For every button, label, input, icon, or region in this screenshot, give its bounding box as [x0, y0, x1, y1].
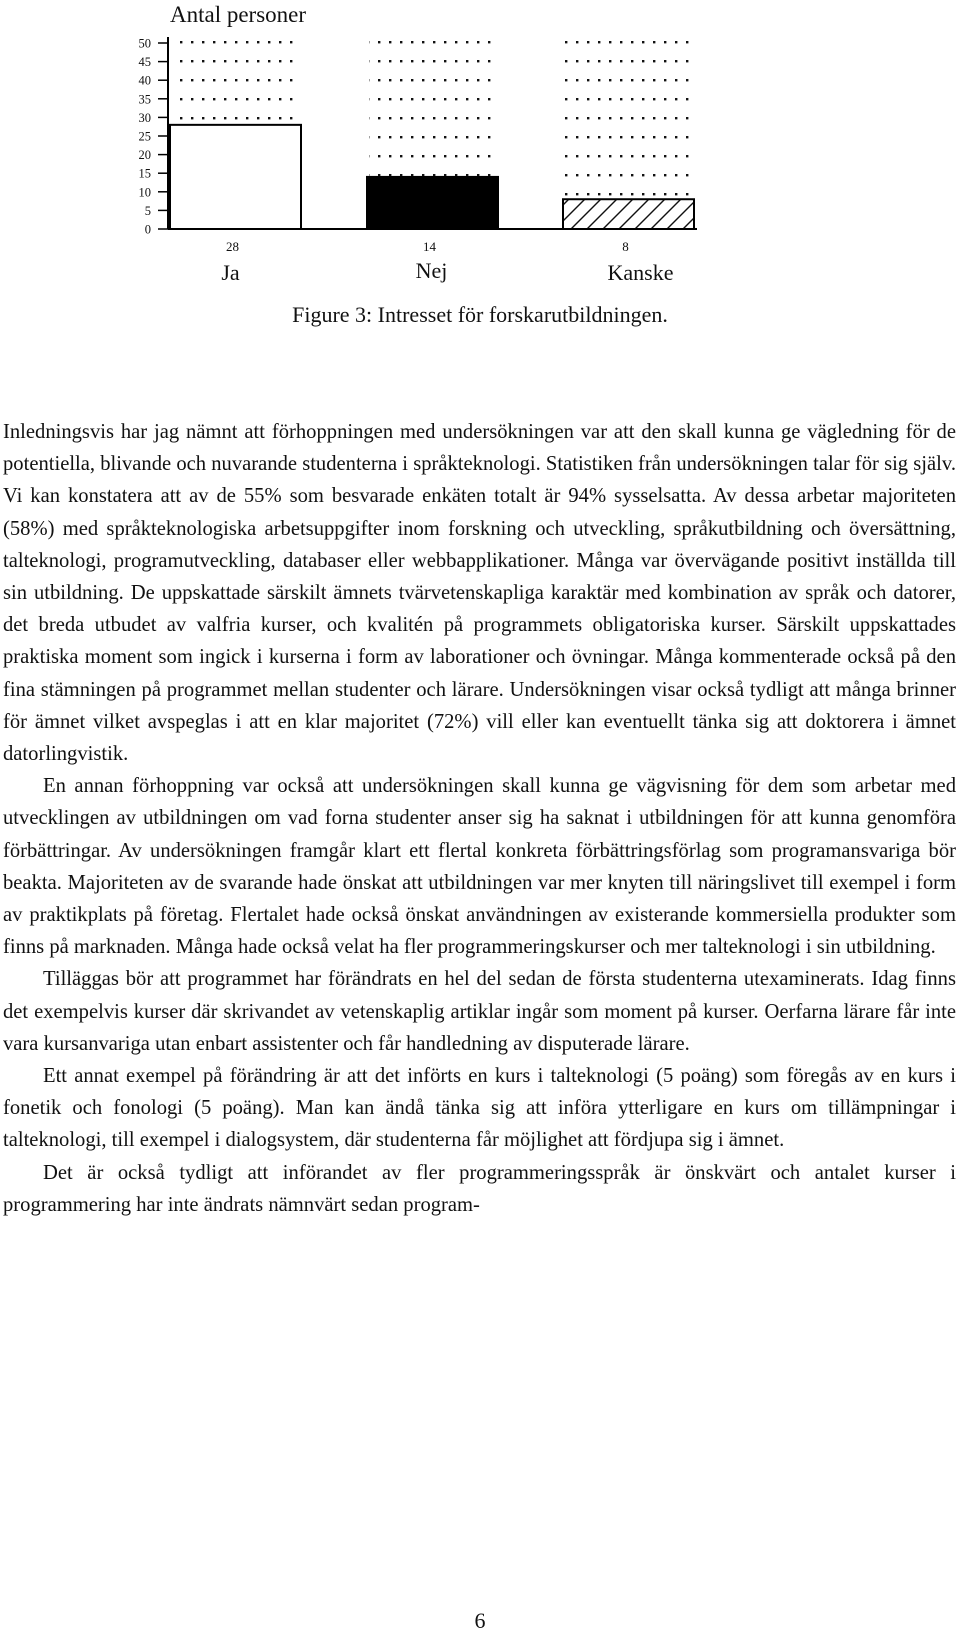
y-tick-label: 45 — [138, 55, 151, 70]
bar-chart — [0, 0, 960, 330]
data-label: 28 — [226, 239, 239, 254]
y-tick-label: 20 — [138, 148, 151, 163]
y-tick-label: 10 — [138, 185, 151, 200]
x-category-label: Ja — [221, 260, 240, 285]
bar — [367, 177, 498, 229]
y-tick-label: 25 — [138, 129, 151, 144]
paragraph: Tilläggas bör att programmet har förändrats en hel del sedan de första studenterna utexaminerats. Idag finns det exempelvis kurser där skrivandet av vetenskaplig artiklar ingår som moment på kurser. Oerfarna lärare får inte vara kursanvariga utan enbart assistenter och får handledning av disputerade lärare. — [3, 968, 956, 1055]
y-tick-label: 50 — [138, 36, 151, 51]
figure-caption: Figure 3: Intresset för forskarutbildningen. — [292, 302, 668, 327]
paragraph: Det är också tydligt att införandet av fler programmeringsspråk är önskvärt och antalet kurser i programmering har inte ändrats nämnvärt sedan program- — [3, 1161, 956, 1216]
data-label: 14 — [423, 239, 436, 254]
page-number: 6 — [474, 1608, 486, 1633]
paragraph: Ett annat exempel på förändring är att det införts en kurs i talteknologi (5 poäng) som föregås av en kurs i fonetik och fonologi (5 poäng). Man kan ändå tänka sig att införa ytterligare en kurs om tillämpningar i talteknologi, till exempel i dialogsystem, där studenterna får möjlighet att fördjupa sig i ämnet. — [3, 1065, 956, 1152]
y-tick-label: 35 — [138, 92, 151, 107]
bar — [170, 125, 301, 229]
y-tick-label: 0 — [144, 222, 151, 237]
paragraph: En annan förhoppning var också att undersökningen skall kunna ge vägvisning för dem som arbetar med utvecklingen av utbildningen om vad forna studenter anser sig ha saknat i utbildningen för att kunna genomföra förbättringar. Av undersökningen framgår klart ett flertal konkreta förbättringsförlag som programansvariga bör beakta. Majoriteten av de svarande hade önskat att utbildningen var mer knyten till näringslivet till exempel i form av praktikplats på företag. Flertalet hade också önskat användningen av existerande kommersiella produkter som finns på marknaden. Många hade också velat ha fler programmeringskurser och mer talteknologi i sin utbildning. — [3, 775, 956, 959]
y-tick-label: 5 — [144, 203, 151, 218]
y-tick-label: 40 — [138, 73, 151, 88]
body-text — [3, 416, 956, 1221]
y-axis-title: Antal personer — [170, 2, 307, 27]
y-tick-label: 30 — [138, 110, 151, 125]
x-category-label: Nej — [415, 258, 448, 283]
x-category-label: Kanske — [607, 260, 674, 285]
y-tick-label: 15 — [138, 166, 151, 181]
paragraph: Inledningsvis har jag nämnt att förhoppningen med undersökningen var att den skall kunna ge vägledning för de potentiella, blivande och nuvarande studenterna i språkteknologi. Statistiken från undersökningen talar för sig själv. Vi kan konstatera att av de 55% som besvarade enkäten totalt är 94% sysselsatta. Av dessa arbetar majoriteten (58%) med språkteknologiska arbetsuppgifter inom forskning och utveckling, språkutbildning och översättning, talteknologi, programutveckling, databaser eller webbapplikationer. Många var övervägande positivt inställda till sin utbildning. De uppskattade särskilt ämnets tvärvetenskapliga karaktär med kombination av språk och datorer, det breda utbudet av valfria kurser, och kvalitén på programmets obligatoriska kurser. Särskilt uppskattades praktiska moment som ingick i kurserna i form av laborationer och övningar. Många kommenterade också på den fina stämningen på programmet mellan studenter och lärare. Undersökningen visar också tydligt att många brinner för ämnet vilket avspeglas i att en klar majoritet (72%) vill eller kan eventuellt tänka sig att doktorera i ämnet datorlingvistik. — [3, 421, 956, 766]
bar — [563, 199, 694, 229]
data-label: 8 — [622, 239, 629, 254]
